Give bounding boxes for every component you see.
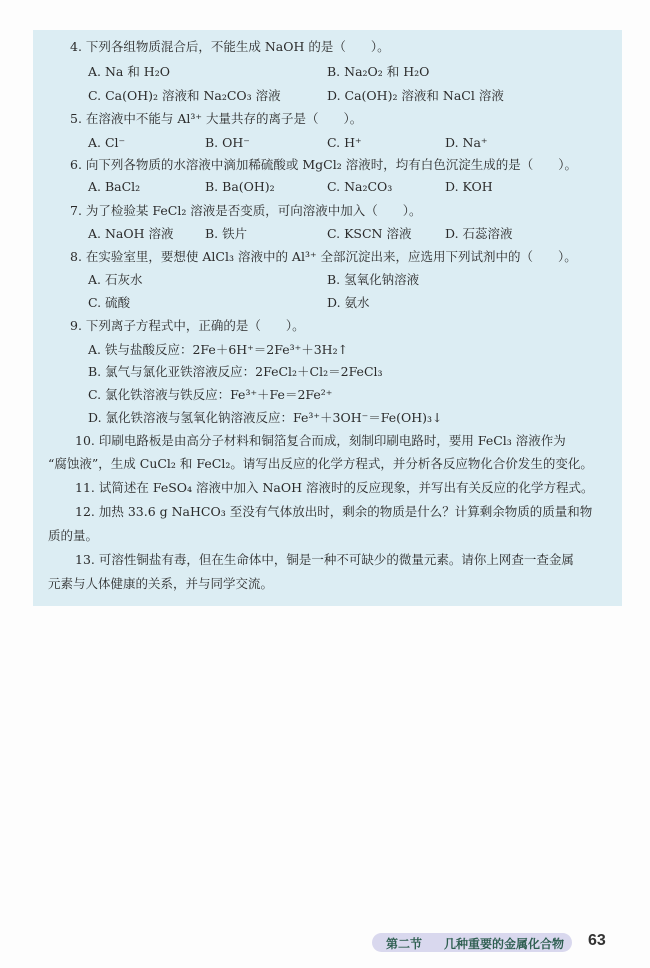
q9-option-a: A. 铁与盐酸反应：2Fe＋6H⁺＝2Fe³⁺＋3H₂↑ xyxy=(88,342,349,357)
q8-option-d: D. 氨水 xyxy=(327,295,370,310)
question-13: 13. 可溶性铜盐有毒，但在生命体中，铜是一种不可缺少的微量元素。请你上网查一查金属 xyxy=(75,552,574,567)
question-6: 6. 向下列各物质的水溶液中滴加稀硫酸或 MgCl₂ 溶液时，均有白色沉淀生成的是（ ）。 xyxy=(70,157,577,172)
question-11: 11. 试简述在 FeSO₄ 溶液中加入 NaOH 溶液时的反应现象，并写出有关反应的化学方程式。 xyxy=(75,480,594,495)
question-5: 5. 在溶液中不能与 Al³⁺ 大量共存的离子是（ ）。 xyxy=(70,111,363,126)
question-8: 8. 在实验室里，要想使 AlCl₃ 溶液中的 Al³⁺ 全部沉淀出来，应选用下列试剂中的（ ）。 xyxy=(70,249,577,264)
q4-option-a: A. Na 和 H₂O xyxy=(88,64,170,79)
question-10-cont: “腐蚀液”，生成 CuCl₂ 和 FeCl₂。请写出反应的化学方程式，并分析各反应物化合价发生的变化。 xyxy=(48,456,593,471)
q7-option-d: D. 石蕊溶液 xyxy=(445,226,513,241)
q5-option-d: D. Na⁺ xyxy=(445,135,488,150)
q4-option-b: B. Na₂O₂ 和 H₂O xyxy=(327,64,430,79)
q9-option-c: C. 氯化铁溶液与铁反应：Fe³⁺＋Fe＝2Fe²⁺ xyxy=(88,387,333,402)
footer-section: 第二节 xyxy=(386,937,423,951)
q8-option-c: C. 硫酸 xyxy=(88,295,131,310)
q5-option-a: A. Cl⁻ xyxy=(88,135,126,150)
q6-option-a: A. BaCl₂ xyxy=(88,179,141,194)
q9-option-b: B. 氯气与氯化亚铁溶液反应：2FeCl₂＋Cl₂＝2FeCl₃ xyxy=(88,364,383,379)
question-7: 7. 为了检验某 FeCl₂ 溶液是否变质，可向溶液中加入（ ）。 xyxy=(70,203,422,218)
q5-option-c: C. H⁺ xyxy=(327,135,362,150)
question-12-cont: 质的量。 xyxy=(48,528,99,543)
question-9: 9. 下列离子方程式中，正确的是（ ）。 xyxy=(70,318,305,333)
question-4: 4. 下列各组物质混合后，不能生成 NaOH 的是（ ）。 xyxy=(70,39,390,54)
q6-option-b: B. Ba(OH)₂ xyxy=(205,179,275,194)
q6-option-c: C. Na₂CO₃ xyxy=(327,179,393,194)
q6-option-d: D. KOH xyxy=(445,179,493,194)
q7-option-a: A. NaOH 溶液 xyxy=(88,226,174,241)
q4-option-c: C. Ca(OH)₂ 溶液和 Na₂CO₃ 溶液 xyxy=(88,88,281,103)
footer-section-label xyxy=(372,933,572,952)
question-13-cont: 元素与人体健康的关系，并与同学交流。 xyxy=(48,576,274,591)
question-10: 10. 印刷电路板是由高分子材料和铜箔复合而成，刻制印刷电路时，要用 FeCl₃ 溶液作为 xyxy=(75,433,566,448)
q8-option-a: A. 石灰水 xyxy=(88,272,143,287)
q7-option-c: C. KSCN 溶液 xyxy=(327,226,412,241)
q7-option-b: B. 铁片 xyxy=(205,226,248,241)
q9-option-d: D. 氯化铁溶液与氢氧化钠溶液反应：Fe³⁺＋3OH⁻＝Fe(OH)₃↓ xyxy=(88,410,443,425)
page-number: 63 xyxy=(588,932,606,949)
q4-option-d: D. Ca(OH)₂ 溶液和 NaCl 溶液 xyxy=(327,88,504,103)
q5-option-b: B. OH⁻ xyxy=(205,135,250,150)
footer-title: 几种重要的金属化合物 xyxy=(444,937,565,951)
q8-option-b: B. 氢氧化钠溶液 xyxy=(327,272,420,287)
question-12: 12. 加热 33.6 g NaHCO₃ 至没有气体放出时，剩余的物质是什么？计算剩余物质的质量和物 xyxy=(75,504,593,519)
